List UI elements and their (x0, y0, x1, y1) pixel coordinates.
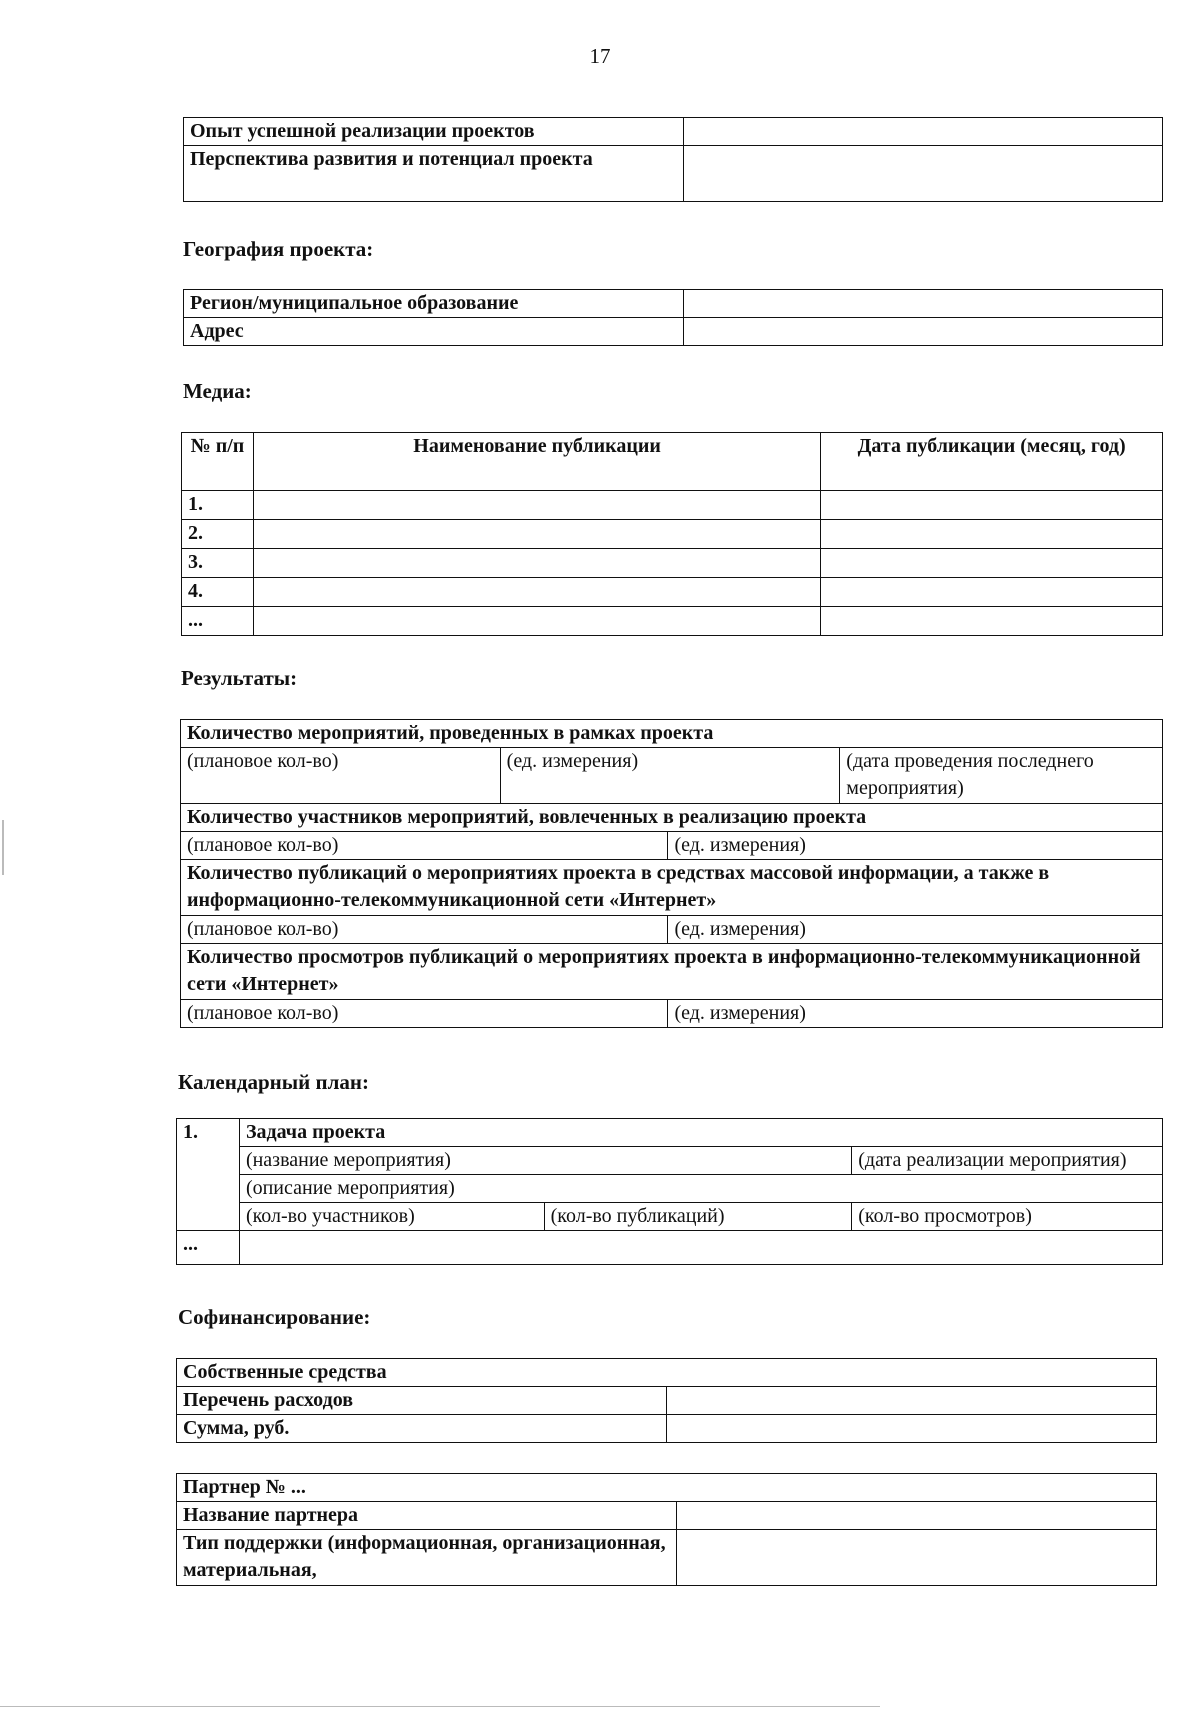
event-name-field[interactable]: (название мероприятия) (239, 1147, 851, 1175)
scan-bottom-edge (0, 1706, 880, 1707)
calendar-more-cell[interactable] (239, 1231, 1162, 1265)
media-title-cell[interactable] (253, 491, 820, 520)
media-header-title: Наименование публикации (253, 433, 820, 491)
last-event-date-field[interactable]: (дата проведения последнего мероприятия) (840, 748, 1163, 804)
experience-table (183, 117, 1163, 202)
media-row-number: 2. (182, 520, 254, 549)
media-title-cell[interactable] (253, 607, 820, 636)
amount-value[interactable] (666, 1415, 1156, 1443)
media-date-cell[interactable] (821, 520, 1163, 549)
media-row-number: 3. (182, 549, 254, 578)
cofinancing-title: Софинансирование: (178, 1305, 371, 1329)
own-funds-label: Собственные средства (177, 1359, 1157, 1387)
event-description-field[interactable]: (описание мероприятия) (239, 1175, 1162, 1203)
planned-qty-field[interactable]: (плановое кол-во) (181, 1000, 668, 1028)
task-label: Задача проекта (239, 1119, 1162, 1147)
planned-qty-field[interactable]: (плановое кол-во) (181, 916, 668, 944)
unit-field[interactable]: (ед. измерения) (668, 832, 1163, 860)
publications-count-label: Количество публикаций о мероприятиях проекта в средствах массовой информации, а также в информационно-телекоммуникационной сети «Интернет» (181, 860, 1163, 916)
media-row-number: 1. (182, 491, 254, 520)
page-number: 17 (589, 44, 611, 68)
participants-count-label: Количество участников мероприятий, вовлеченных в реализацию проекта (181, 804, 1163, 832)
geography-table (183, 289, 1163, 346)
media-title-cell[interactable] (253, 520, 820, 549)
calendar-more-row: ... (177, 1231, 240, 1265)
support-type-label: Тип поддержки (информационная, организационная, материальная, (177, 1530, 677, 1586)
event-date-field[interactable]: (дата реализации мероприятия) (852, 1147, 1163, 1175)
own-funds-table (176, 1358, 1157, 1443)
amount-label: Сумма, руб. (177, 1415, 667, 1443)
media-header-number: № п/п (182, 433, 254, 491)
media-date-cell[interactable] (821, 491, 1163, 520)
planned-qty-field[interactable]: (плановое кол-во) (181, 748, 501, 804)
results-table (180, 719, 1163, 1028)
media-date-cell[interactable] (821, 549, 1163, 578)
unit-field[interactable]: (ед. измерения) (668, 1000, 1163, 1028)
expenses-list-label: Перечень расходов (177, 1387, 667, 1415)
views-count-label: Количество просмотров публикаций о мероприятиях проекта в информационно-телекоммуникационной сети «Интернет» (181, 944, 1163, 1000)
expenses-list-value[interactable] (666, 1387, 1156, 1415)
media-title: Медиа: (183, 379, 252, 403)
media-row-number: ... (182, 607, 254, 636)
scan-left-edge (2, 820, 4, 875)
region-value[interactable] (683, 290, 1162, 318)
media-date-cell[interactable] (821, 578, 1163, 607)
region-label: Регион/муниципальное образование (184, 290, 684, 318)
support-type-value[interactable] (676, 1530, 1156, 1586)
perspective-value[interactable] (683, 146, 1162, 202)
calendar-table (176, 1118, 1163, 1265)
partner-name-value[interactable] (676, 1502, 1156, 1530)
views-count-field[interactable]: (кол-во просмотров) (852, 1203, 1163, 1231)
geography-title: География проекта: (183, 237, 374, 261)
partner-name-label: Название партнера (177, 1502, 677, 1530)
address-label: Адрес (184, 318, 684, 346)
address-value[interactable] (683, 318, 1162, 346)
media-header-date: Дата публикации (месяц, год) (821, 433, 1163, 491)
calendar-title: Календарный план: (178, 1070, 369, 1094)
experience-label: Опыт успешной реализации проектов (184, 118, 684, 146)
experience-value[interactable] (683, 118, 1162, 146)
planned-qty-field[interactable]: (плановое кол-во) (181, 832, 668, 860)
media-date-cell[interactable] (821, 607, 1163, 636)
partner-table (176, 1473, 1157, 1586)
events-count-label: Количество мероприятий, проведенных в рамках проекта (181, 720, 1163, 748)
calendar-item-number: 1. (177, 1119, 240, 1231)
media-title-cell[interactable] (253, 549, 820, 578)
perspective-label: Перспектива развития и потенциал проекта (184, 146, 684, 202)
unit-field[interactable]: (ед. измерения) (668, 916, 1163, 944)
media-title-cell[interactable] (253, 578, 820, 607)
publications-count-field[interactable]: (кол-во публикаций) (544, 1203, 852, 1231)
media-row-number: 4. (182, 578, 254, 607)
results-title: Результаты: (181, 666, 298, 690)
unit-field[interactable]: (ед. измерения) (500, 748, 840, 804)
participants-count-field[interactable]: (кол-во участников) (239, 1203, 544, 1231)
media-table (181, 432, 1163, 636)
partner-label: Партнер № ... (177, 1474, 1157, 1502)
